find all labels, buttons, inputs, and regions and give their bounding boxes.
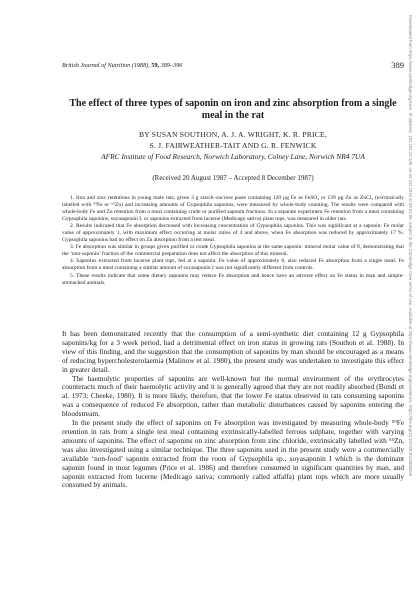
abstract xyxy=(62,195,404,287)
abstract-point-5: 5. These results indicate that some dietary saponins may reduce Fe absorption and hence have an adverse effect on Fe status in man and simple-stomached animals. xyxy=(62,272,404,286)
article-title: The effect of three types of saponin on iron and zinc absorption from a single meal in the rat xyxy=(69,98,397,121)
page-number: 389 xyxy=(391,60,404,70)
body-paragraph-2: The haemolytic properties of saponins are well-known but the normal environment of the erythrocytes counteracts much of their haemolytic activity and it is generally agreed that they are not readily absorbed (Bondi et al. 1973; Cheeke, 1980). It is more likely, therefore, that the lower Fe status observed in rats consuming saponins was a consequence of reduced Fe absorption, rather than metabolic disturbances caused by saponins entering the bloodstream. xyxy=(62,373,404,419)
download-notice xyxy=(407,15,413,585)
abstract-point-1: 1. Iron and zinc retentions in young male rats, given 3 g starch–sucrose paste containing 120 µg Fe as FeSO₄ or 139 µg Zn as ZnCl₂ (extrinsically labelled with ⁵⁹Fe or ⁶⁵Zn) and increasing amounts of Gypsophila saponins, were measured by whole-body counting. The results were compared with whole-body Fe and Zn retention from a meal containing crude or purified saponin fractions. In a separate experiment Fe retention from a meal containing Gypsophila saponins, soyasaponin I, or saponins extracted from lucerne (Medicago sativa) plant tops, was measured in older rats. xyxy=(62,195,404,223)
journal-citation xyxy=(62,62,182,69)
received-dates: (Received 20 August 1987 – Accepted 8 December 1987) xyxy=(152,174,314,182)
download-notice-text: Downloaded from https://www.cambridge.org/core. IP address: 181.181.22.105, on 04 Oct 2019 at 09:54:05, subject to the Cambridge Core terms of use, available at https://www.cambridge.org/core/terms. https://doi.org/10.1079/BJN19880048 xyxy=(408,15,413,477)
body-text xyxy=(62,330,404,490)
author-line-1: BY SUSAN SOUTHON, A. J. A. WRIGHT, K. R. PRICE, xyxy=(139,130,327,139)
body-paragraph-3: In the present study the effect of saponins on Fe absorption was investigated by measuring whole-body ⁵⁹Fe retention in rats from a single test meal containing extrinsically-labelled ferrous sulphate, together with varying amounts of saponins. The effect of saponins on zinc absorption from zinc chloride, extrinsically labelled with ⁶⁵Zn, was also investigated using a similar technique. The three saponins used in the present study were a commercially available ‘non-food’ saponin extracted from the roots of Gypsophila sp., soyasaponin I which is the dominant saponin found in most legumes (Price et al. 1986) and therefore consumed in significant quantities by man, and saponin extracted from lucerne (Medicago sativa; commonly called alfalfa) plant tops which are more usually consumed by animals. xyxy=(62,418,404,490)
author-list xyxy=(62,129,404,151)
affiliation: AFRC Institute of Food Research, Norwich Laboratory, Colney Lane, Norwich NR4 7UA xyxy=(101,152,365,161)
abstract-point-3: 3. Fe absorption was similar in groups given purified or crude Gypsophila saponins at the same saponin: mineral molar value of 8, demonstrating that the ‘non-saponin’ fraction of the commercial preparation does not affect the absorption of this mineral. xyxy=(62,244,404,258)
journal-year: (1988), xyxy=(131,62,150,69)
abstract-point-4: 4. Saponins extracted from lucerne plant tops, fed at a saponin: Fe value of approximately 8, also reduced Fe absorption from a single meal. Fe absorption from a meal containing a similar amount of soyasaponin I was not significantly different from controls. xyxy=(62,258,404,272)
body-paragraph-1: It has been demonstrated recently that the consumption of a semi-synthetic diet containing 12 g Gypsophila saponins/kg for a 3 week period, had a detrimental effect on iron status in growing rats (Southon et al. 1988). In view of this finding, and the suggestion that the consumption of saponins by man should be encouraged as a means of reducing hypercholesterolaemia (Malinow et al. 1980), the present study was undertaken to investigate this effect in greater detail. xyxy=(62,329,404,374)
journal-volume: 59, xyxy=(151,62,160,69)
journal-name: British Journal of Nutrition xyxy=(62,62,131,69)
running-head xyxy=(62,60,404,72)
journal-pages: 389–396 xyxy=(160,62,183,69)
author-line-2: S. J. FAIRWEATHER-TAIT AND G. R. FENWICK xyxy=(149,141,317,150)
abstract-point-2: 2. Results indicated that Fe absorption decreased with increasing concentration of Gypsophila saponins. This was significant at a saponin: Fe molar value of approximately 1, with maximum effect occurring at molar ratios of 4 and above, when Fe absorption was reduced by approximately 17 %. Gypsophila saponins had no effect on Zn absorption from a test meal. xyxy=(62,223,404,244)
